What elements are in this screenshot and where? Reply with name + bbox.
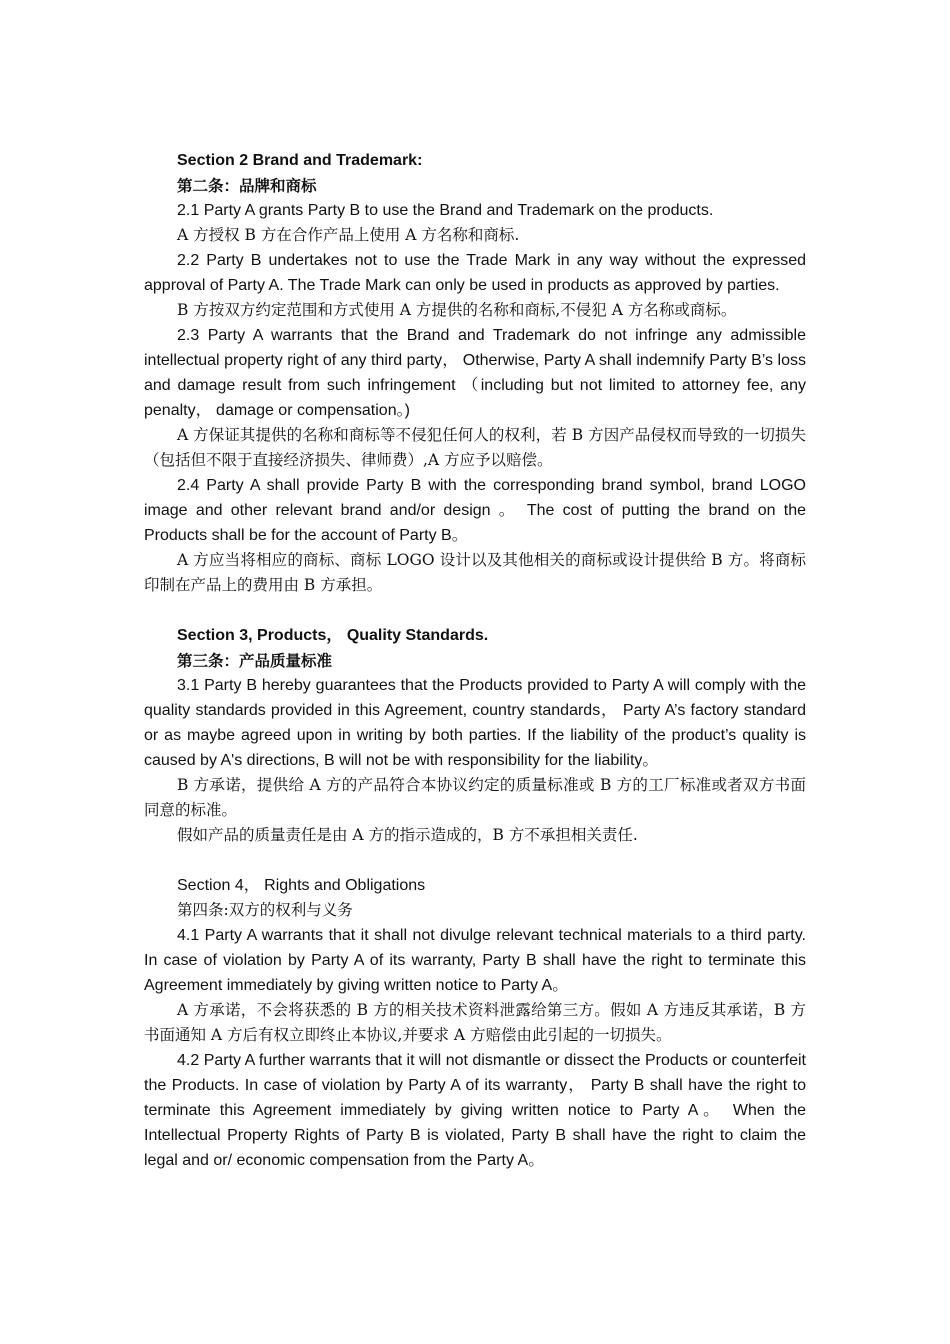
clause-2-3-en: 2.3 Party A warrants that the Brand and Trademark do not infringe any admissible intellectual property right of any third party， Otherwise, Party A shall indemnify Party B’s loss and damage result from such infringement （including but not limited to attorney fee, any penalty， damage or compensation。)	[144, 327, 806, 419]
clause-2-3-zh: A 方保证其提供的名称和商标等不侵犯任何人的权利，若 B 方因产品侵权而导致的一切损失（包括但不限于直接经济损失、律师费）,A 方应予以赔偿。	[144, 426, 806, 469]
section-spacer	[144, 848, 806, 873]
clause-4-2-en: 4.2 Party A further warrants that it will not dismantle or dissect the Products or counterfeit the Products. In case of violation by Party A of its warranty， Party B shall have the right to terminate this Agreement immediately by giving written notice to Party A。 When the Intellectual Property Rights of Party B is violated, Party B shall have the right to claim the legal and or/ economic compensation from the Party A。	[144, 1052, 806, 1169]
clause-3-1-en: 3.1 Party B hereby guarantees that the Products provided to Party A will comply with the quality standards provided in this Agreement, country standards， Party A’s factory standard or as maybe agreed upon in writing by both parties. If the liability of the product’s quality is caused by A's directions, B will not be with responsibility for the liability。	[144, 677, 806, 769]
clause-2-4-zh: A 方应当将相应的商标、商标 LOGO 设计以及其他相关的商标或设计提供给 B 方。将商标印制在产品上的费用由 B 方承担。	[144, 551, 806, 594]
clause-2-1-zh: A 方授权 B 方在合作产品上使用 A 方名称和商标.	[177, 226, 520, 244]
section-4-heading-en: Section 4， Rights and Obligations	[177, 877, 426, 894]
section-3-heading-en: Section 3, Products， Quality Standards.	[177, 627, 489, 644]
clause-4-1-zh: A 方承诺，不会将获悉的 B 方的相关技术资料泄露给第三方。假如 A 方违反其承诺，B 方书面通知 A 方后有权立即终止本协议,并要求 A 方赔偿由此引起的一切损失。	[144, 1001, 806, 1044]
clause-2-4-en: 2.4 Party A shall provide Party B with the corresponding brand symbol, brand LOGO image and other relevant brand and/or design 。 The cost of putting the brand on the Products shall be for the account of Party B。	[144, 477, 806, 544]
section-3-heading-zh: 第三条：产品质量标准	[177, 651, 333, 670]
section-spacer	[144, 598, 806, 623]
clause-3-1-zh-b: 假如产品的质量责任是由 A 方的指示造成的，B 方不承担相关责任.	[177, 826, 638, 844]
section-2-heading-en: Section 2 Brand and Trademark:	[177, 152, 423, 169]
document-body	[144, 148, 806, 1173]
section-2-heading-zh: 第二条：品牌和商标	[177, 176, 317, 195]
clause-2-2-en: 2.2 Party B undertakes not to use the Trade Mark in any way without the expressed approval of Party A. The Trade Mark can only be used in products as approved by parties.	[144, 252, 806, 294]
clause-2-2-zh: B 方按双方约定范围和方式使用 A 方提供的名称和商标,不侵犯 A 方名称或商标。	[177, 301, 737, 319]
clause-3-1-zh-a: B 方承诺，提供给 A 方的产品符合本协议约定的质量标准或 B 方的工厂标准或者双方书面同意的标准。	[144, 776, 806, 819]
section-4-heading-zh: 第四条:双方的权利与义务	[177, 901, 353, 919]
clause-2-1-en: 2.1 Party A grants Party B to use the Brand and Trademark on the products.	[177, 202, 714, 219]
clause-4-1-en: 4.1 Party A warrants that it shall not divulge relevant technical materials to a third party. In case of violation by Party A of its warranty, Party B shall have the right to terminate this Agreement immediately by giving written notice to Party A。	[144, 927, 806, 994]
